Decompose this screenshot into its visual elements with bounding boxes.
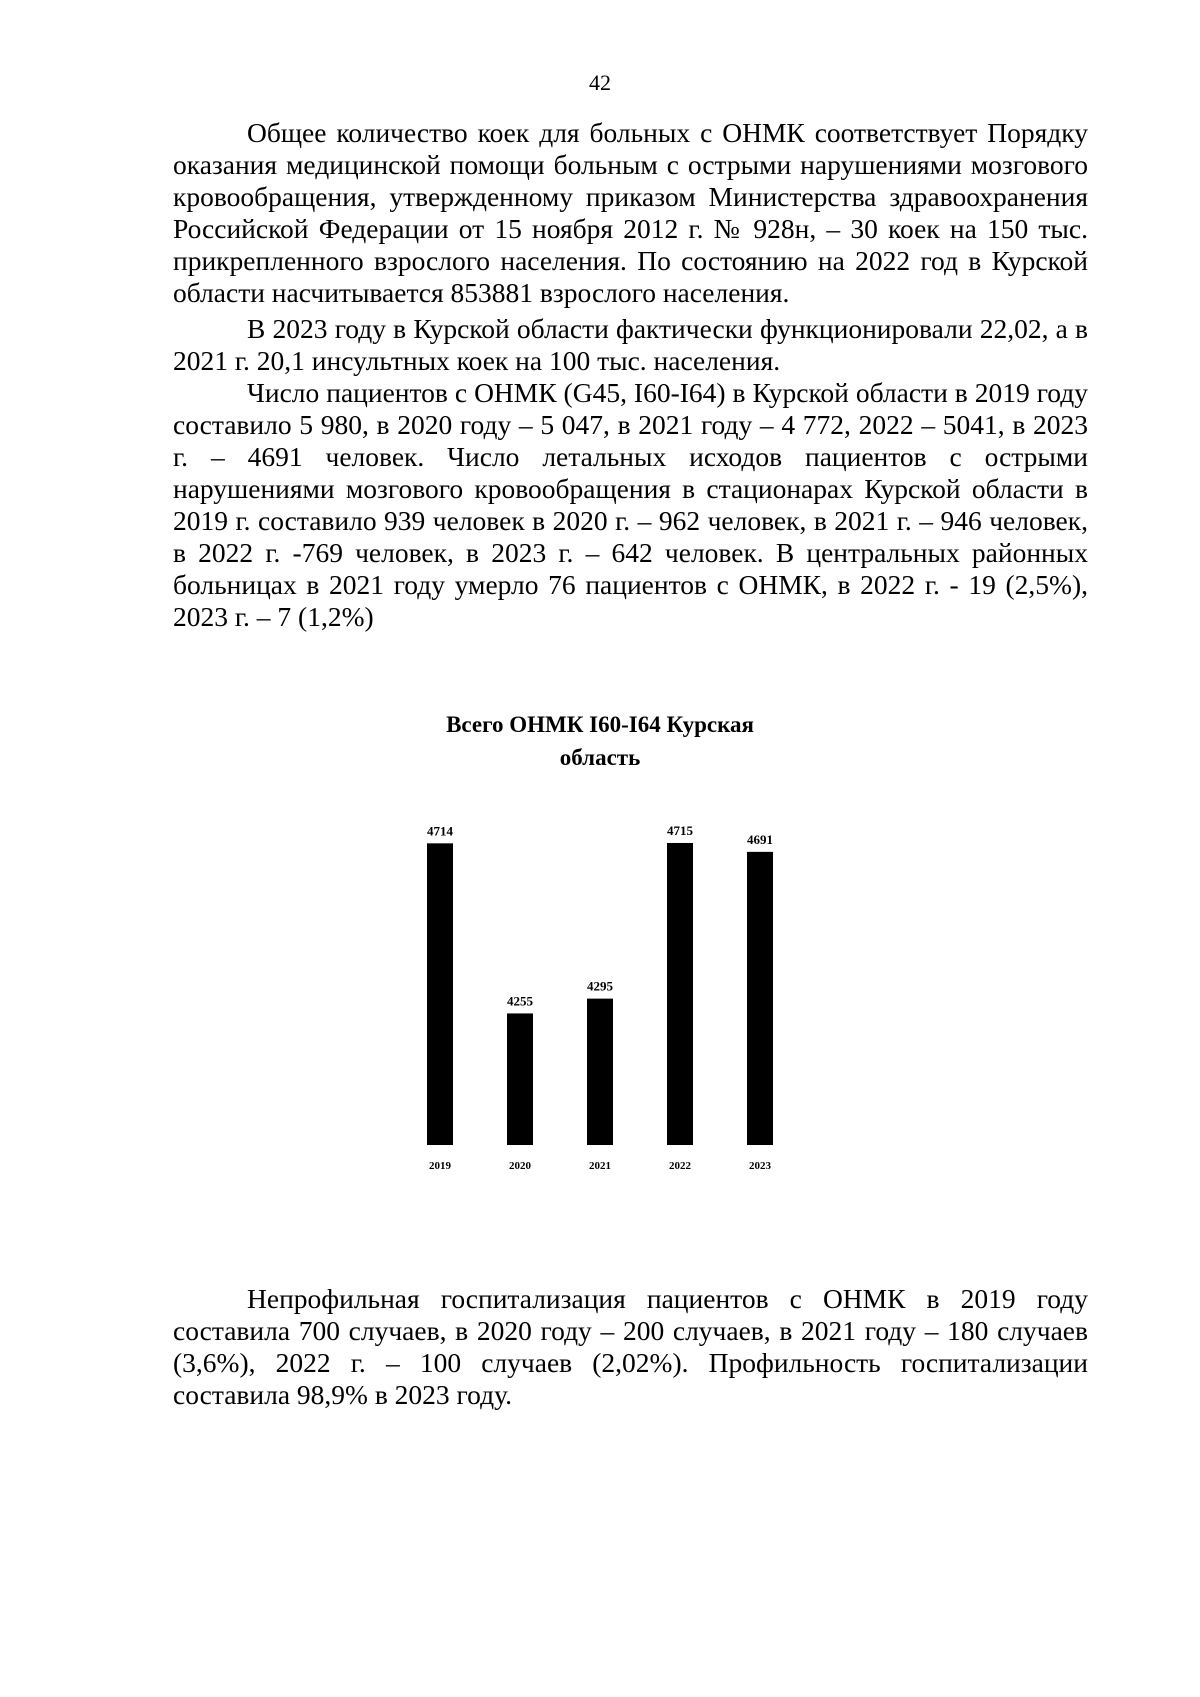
bar-2022 xyxy=(667,843,693,1145)
x-tick-label-2020: 2020 xyxy=(509,1160,531,1172)
paragraph-patients: Число пациентов с ОНМК (G45, I60-I64) в Курской области в 2019 году составило 5 980, в 2020 году – 5 047, в 2021 году – 4 772, 2022 – 5041, в 2023 г. – 4691 человек. Число летальных исходов пациентов с острыми нарушениями мозгового кровообращения в стационарах Курской области в 2019 г. составило 939 человек в 2020 г. – 962 человек, в 2021 г. – 946 человек, в 2022 г. -769 человек, в 2023 г. – 642 человек. В центральных районных больницах в 2021 году умерло 76 пациентов с ОНМК, в 2022 г. - 19 (2,5%), 2023 г. – 7 (1,2%) xyxy=(173,377,1088,632)
bar-chart xyxy=(380,790,820,1200)
x-tick-label-2022: 2022 xyxy=(669,1160,691,1172)
bar-2019 xyxy=(427,843,453,1145)
x-tick-label-2019: 2019 xyxy=(429,1160,451,1172)
data-label-2019: 4714 xyxy=(427,823,453,839)
bar-2020 xyxy=(507,1013,533,1145)
chart-title-line1: Всего ОНМК I60-I64 Курская xyxy=(446,712,754,737)
data-label-2020: 4255 xyxy=(507,993,533,1009)
page-number: 42 xyxy=(589,70,611,95)
paragraph-beds: Общее количество коек для больных с ОНМК соответствует Порядку оказания медицинской помощи больным с острыми нарушениями мозгового кровообращения, утвержденному приказом Министерства здравоохранения Российской Федерации от 15 ноября 2012 г. № 928н, – 30 коек на 150 тыс. прикрепленного взрослого населения. По состоянию на 2022 год в Курской области насчитывается 853881 взрослого населения. xyxy=(173,117,1088,308)
x-tick-label-2021: 2021 xyxy=(589,1160,611,1172)
x-tick-label-2023: 2023 xyxy=(749,1160,771,1172)
data-label-2023: 4691 xyxy=(747,831,773,847)
paragraph-hospitalization: Непрофильная госпитализация пациентов с ОНМК в 2019 году составила 700 случаев, в 2020 году – 200 случаев, в 2021 году – 180 случаев (3,6%), 2022 г. – 100 случаев (2,02%). Профильность госпитализации составила 98,9% в 2023 году. xyxy=(173,1283,1088,1410)
chart-title xyxy=(0,708,1200,774)
chart-title-line2: область xyxy=(559,745,641,770)
bar-2021 xyxy=(587,999,613,1145)
bar-2023 xyxy=(747,852,773,1145)
data-label-2022: 4715 xyxy=(667,822,693,838)
data-label-2021: 4295 xyxy=(587,978,613,994)
paragraph-stroke-beds: В 2023 году в Курской области фактически функционировали 22,02, а в 2021 г. 20,1 инсультных коек на 100 тыс. населения. xyxy=(173,313,1088,376)
